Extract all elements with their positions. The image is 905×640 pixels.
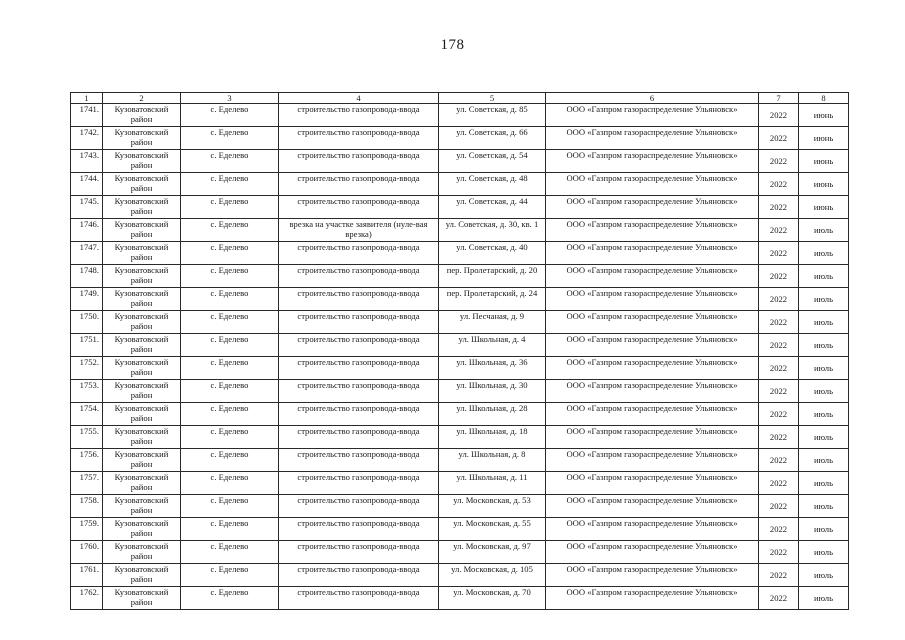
- table-row: [71, 495, 849, 518]
- organization-cell: ООО «Газпром газораспределение Ульяновск»: [546, 127, 759, 150]
- district-cell: [103, 495, 181, 518]
- work-type-cell: строительство газопровода-ввода: [279, 426, 439, 449]
- work-type-cell: строительство газопровода-ввода: [279, 403, 439, 426]
- district-suffix-line: район: [130, 505, 153, 516]
- district-name-line: Кузоватовский: [114, 196, 169, 206]
- district-name-line: Кузоватовский: [114, 242, 169, 252]
- month-cell: июль: [799, 334, 849, 357]
- work-type-cell: строительство газопровода-ввода: [279, 104, 439, 127]
- column-header: 4: [279, 93, 439, 104]
- district-suffix-line: район: [130, 344, 153, 355]
- organization-cell: ООО «Газпром газораспределение Ульяновск»: [546, 196, 759, 219]
- address-cell: ул. Московская, д. 70: [439, 587, 546, 610]
- organization-cell: ООО «Газпром газораспределение Ульяновск»: [546, 150, 759, 173]
- settlement-cell: с. Еделево: [181, 196, 279, 219]
- address-cell: ул. Советская, д. 44: [439, 196, 546, 219]
- district-suffix-line: район: [130, 137, 153, 148]
- address-cell: ул. Школьная, д. 28: [439, 403, 546, 426]
- district-suffix-line: район: [130, 321, 153, 332]
- table-row: [71, 472, 849, 495]
- district-suffix-line: район: [130, 459, 153, 470]
- district-name-line: Кузоватовский: [114, 173, 169, 183]
- settlement-cell: с. Еделево: [181, 288, 279, 311]
- address-cell: ул. Школьная, д. 4: [439, 334, 546, 357]
- month-cell: июль: [799, 288, 849, 311]
- work-type-cell: строительство газопровода-ввода: [279, 472, 439, 495]
- month-cell: июнь: [799, 196, 849, 219]
- district-cell: [103, 265, 181, 288]
- row-number-cell: 1757.: [71, 472, 103, 495]
- district-suffix-line: район: [130, 551, 153, 562]
- district-name-line: Кузоватовский: [114, 518, 169, 528]
- table-row: [71, 265, 849, 288]
- row-number-cell: 1758.: [71, 495, 103, 518]
- district-suffix-line: район: [130, 206, 153, 217]
- page-number: 178: [440, 37, 465, 53]
- month-cell: июль: [799, 472, 849, 495]
- year-cell: 2022: [759, 472, 799, 495]
- column-header: 3: [181, 93, 279, 104]
- district-name-line: Кузоватовский: [114, 104, 169, 114]
- organization-cell: ООО «Газпром газораспределение Ульяновск»: [546, 426, 759, 449]
- year-cell: 2022: [759, 587, 799, 610]
- district-suffix-line: район: [130, 436, 153, 447]
- work-type-cell: врезка на участке заявителя (нуле-вая врезка): [279, 219, 439, 242]
- month-cell: июль: [799, 587, 849, 610]
- gasification-schedule-table: [70, 92, 849, 610]
- district-name-line: Кузоватовский: [114, 288, 169, 298]
- month-cell: июль: [799, 541, 849, 564]
- row-number-cell: 1754.: [71, 403, 103, 426]
- district-cell: [103, 380, 181, 403]
- row-number-cell: 1749.: [71, 288, 103, 311]
- district-name-line: Кузоватовский: [114, 311, 169, 321]
- address-cell: ул. Советская, д. 66: [439, 127, 546, 150]
- organization-cell: ООО «Газпром газораспределение Ульяновск»: [546, 288, 759, 311]
- table-row: [71, 380, 849, 403]
- address-cell: ул. Школьная, д. 30: [439, 380, 546, 403]
- settlement-cell: с. Еделево: [181, 495, 279, 518]
- table-row: [71, 104, 849, 127]
- settlement-cell: с. Еделево: [181, 173, 279, 196]
- district-name-line: Кузоватовский: [114, 265, 169, 275]
- district-cell: [103, 127, 181, 150]
- work-type-cell: строительство газопровода-ввода: [279, 564, 439, 587]
- organization-cell: ООО «Газпром газораспределение Ульяновск»: [546, 380, 759, 403]
- month-cell: июль: [799, 242, 849, 265]
- row-number-cell: 1750.: [71, 311, 103, 334]
- table-row: [71, 449, 849, 472]
- year-cell: 2022: [759, 311, 799, 334]
- year-cell: 2022: [759, 518, 799, 541]
- settlement-cell: с. Еделево: [181, 426, 279, 449]
- district-cell: [103, 449, 181, 472]
- district-name-line: Кузоватовский: [114, 564, 169, 574]
- district-cell: [103, 426, 181, 449]
- month-cell: июль: [799, 357, 849, 380]
- year-cell: 2022: [759, 357, 799, 380]
- district-name-line: Кузоватовский: [114, 380, 169, 390]
- organization-cell: ООО «Газпром газораспределение Ульяновск»: [546, 104, 759, 127]
- organization-cell: ООО «Газпром газораспределение Ульяновск»: [546, 472, 759, 495]
- district-cell: [103, 104, 181, 127]
- district-cell: [103, 403, 181, 426]
- year-cell: 2022: [759, 150, 799, 173]
- year-cell: 2022: [759, 426, 799, 449]
- column-header: 2: [103, 93, 181, 104]
- work-type-cell: строительство газопровода-ввода: [279, 587, 439, 610]
- month-cell: июль: [799, 426, 849, 449]
- settlement-cell: с. Еделево: [181, 357, 279, 380]
- settlement-cell: с. Еделево: [181, 334, 279, 357]
- district-suffix-line: район: [130, 183, 153, 194]
- organization-cell: ООО «Газпром газораспределение Ульяновск»: [546, 587, 759, 610]
- month-cell: июнь: [799, 104, 849, 127]
- table-row: [71, 288, 849, 311]
- month-cell: июль: [799, 403, 849, 426]
- district-suffix-line: район: [130, 229, 153, 240]
- work-type-cell: строительство газопровода-ввода: [279, 495, 439, 518]
- district-suffix-line: район: [130, 413, 153, 424]
- district-cell: [103, 357, 181, 380]
- address-cell: ул. Школьная, д. 36: [439, 357, 546, 380]
- settlement-cell: с. Еделево: [181, 541, 279, 564]
- district-name-line: Кузоватовский: [114, 403, 169, 413]
- work-type-cell: строительство газопровода-ввода: [279, 518, 439, 541]
- month-cell: июнь: [799, 127, 849, 150]
- year-cell: 2022: [759, 541, 799, 564]
- district-cell: [103, 564, 181, 587]
- month-cell: июль: [799, 495, 849, 518]
- district-suffix-line: район: [130, 597, 153, 608]
- year-cell: 2022: [759, 288, 799, 311]
- address-cell: ул. Советская, д. 48: [439, 173, 546, 196]
- organization-cell: ООО «Газпром газораспределение Ульяновск»: [546, 518, 759, 541]
- table-row: [71, 311, 849, 334]
- district-suffix-line: район: [130, 275, 153, 286]
- organization-cell: ООО «Газпром газораспределение Ульяновск»: [546, 173, 759, 196]
- month-cell: июнь: [799, 150, 849, 173]
- district-suffix-line: район: [130, 367, 153, 378]
- district-cell: [103, 587, 181, 610]
- district-cell: [103, 472, 181, 495]
- settlement-cell: с. Еделево: [181, 472, 279, 495]
- row-number-cell: 1745.: [71, 196, 103, 219]
- organization-cell: ООО «Газпром газораспределение Ульяновск»: [546, 403, 759, 426]
- address-cell: ул. Советская, д. 30, кв. 1: [439, 219, 546, 242]
- work-type-cell: строительство газопровода-ввода: [279, 288, 439, 311]
- column-header: 8: [799, 93, 849, 104]
- settlement-cell: с. Еделево: [181, 265, 279, 288]
- district-cell: [103, 219, 181, 242]
- district-cell: [103, 334, 181, 357]
- district-cell: [103, 288, 181, 311]
- district-cell: [103, 242, 181, 265]
- address-cell: пер. Пролетарский, д. 24: [439, 288, 546, 311]
- district-name-line: Кузоватовский: [114, 449, 169, 459]
- settlement-cell: с. Еделево: [181, 127, 279, 150]
- row-number-cell: 1741.: [71, 104, 103, 127]
- column-header: 7: [759, 93, 799, 104]
- work-type-cell: строительство газопровода-ввода: [279, 311, 439, 334]
- district-cell: [103, 196, 181, 219]
- table-row: [71, 426, 849, 449]
- address-cell: ул. Школьная, д. 11: [439, 472, 546, 495]
- organization-cell: ООО «Газпром газораспределение Ульяновск»: [546, 242, 759, 265]
- district-suffix-line: район: [130, 160, 153, 171]
- row-number-cell: 1756.: [71, 449, 103, 472]
- district-name-line: Кузоватовский: [114, 495, 169, 505]
- month-cell: июль: [799, 311, 849, 334]
- document-table-container: [70, 92, 848, 610]
- settlement-cell: с. Еделево: [181, 564, 279, 587]
- district-cell: [103, 311, 181, 334]
- district-name-line: Кузоватовский: [114, 426, 169, 436]
- year-cell: 2022: [759, 564, 799, 587]
- year-cell: 2022: [759, 104, 799, 127]
- year-cell: 2022: [759, 265, 799, 288]
- district-name-line: Кузоватовский: [114, 357, 169, 367]
- row-number-cell: 1743.: [71, 150, 103, 173]
- table-row: [71, 173, 849, 196]
- district-suffix-line: район: [130, 574, 153, 585]
- year-cell: 2022: [759, 196, 799, 219]
- settlement-cell: с. Еделево: [181, 518, 279, 541]
- district-cell: [103, 518, 181, 541]
- district-name-line: Кузоватовский: [114, 150, 169, 160]
- year-cell: 2022: [759, 127, 799, 150]
- organization-cell: ООО «Газпром газораспределение Ульяновск»: [546, 541, 759, 564]
- settlement-cell: с. Еделево: [181, 150, 279, 173]
- month-cell: июль: [799, 380, 849, 403]
- settlement-cell: с. Еделево: [181, 219, 279, 242]
- district-suffix-line: район: [130, 252, 153, 263]
- year-cell: 2022: [759, 242, 799, 265]
- organization-cell: ООО «Газпром газораспределение Ульяновск»: [546, 219, 759, 242]
- work-type-cell: строительство газопровода-ввода: [279, 150, 439, 173]
- row-number-cell: 1742.: [71, 127, 103, 150]
- address-cell: ул. Московская, д. 105: [439, 564, 546, 587]
- organization-cell: ООО «Газпром газораспределение Ульяновск»: [546, 495, 759, 518]
- organization-cell: ООО «Газпром газораспределение Ульяновск»: [546, 334, 759, 357]
- address-cell: ул. Песчаная, д. 9: [439, 311, 546, 334]
- month-cell: июнь: [799, 173, 849, 196]
- district-suffix-line: район: [130, 298, 153, 309]
- work-type-cell: строительство газопровода-ввода: [279, 173, 439, 196]
- month-cell: июль: [799, 449, 849, 472]
- settlement-cell: с. Еделево: [181, 449, 279, 472]
- settlement-cell: с. Еделево: [181, 380, 279, 403]
- row-number-cell: 1761.: [71, 564, 103, 587]
- organization-cell: ООО «Газпром газораспределение Ульяновск»: [546, 311, 759, 334]
- year-cell: 2022: [759, 334, 799, 357]
- table-row: [71, 541, 849, 564]
- settlement-cell: с. Еделево: [181, 587, 279, 610]
- address-cell: ул. Советская, д. 85: [439, 104, 546, 127]
- column-header: 1: [71, 93, 103, 104]
- address-cell: ул. Советская, д. 40: [439, 242, 546, 265]
- work-type-cell: строительство газопровода-ввода: [279, 196, 439, 219]
- district-suffix-line: район: [130, 114, 153, 125]
- work-type-cell: строительство газопровода-ввода: [279, 380, 439, 403]
- address-cell: ул. Школьная, д. 18: [439, 426, 546, 449]
- district-cell: [103, 541, 181, 564]
- table-row: [71, 127, 849, 150]
- district-suffix-line: район: [130, 390, 153, 401]
- year-cell: 2022: [759, 449, 799, 472]
- address-cell: ул. Московская, д. 53: [439, 495, 546, 518]
- row-number-cell: 1746.: [71, 219, 103, 242]
- address-cell: ул. Московская, д. 97: [439, 541, 546, 564]
- district-name-line: Кузоватовский: [114, 334, 169, 344]
- work-type-cell: строительство газопровода-ввода: [279, 541, 439, 564]
- year-cell: 2022: [759, 380, 799, 403]
- row-number-cell: 1744.: [71, 173, 103, 196]
- work-type-cell: строительство газопровода-ввода: [279, 357, 439, 380]
- address-cell: ул. Московская, д. 55: [439, 518, 546, 541]
- table-body: [71, 104, 849, 610]
- table-row: [71, 564, 849, 587]
- column-header: 5: [439, 93, 546, 104]
- district-name-line: Кузоватовский: [114, 219, 169, 229]
- work-type-cell: строительство газопровода-ввода: [279, 334, 439, 357]
- header-row: [71, 93, 849, 104]
- district-name-line: Кузоватовский: [114, 587, 169, 597]
- month-cell: июль: [799, 564, 849, 587]
- year-cell: 2022: [759, 403, 799, 426]
- settlement-cell: с. Еделево: [181, 104, 279, 127]
- row-number-cell: 1751.: [71, 334, 103, 357]
- district-cell: [103, 150, 181, 173]
- address-cell: пер. Пролетарский, д. 20: [439, 265, 546, 288]
- table-row: [71, 357, 849, 380]
- row-number-cell: 1759.: [71, 518, 103, 541]
- year-cell: 2022: [759, 219, 799, 242]
- year-cell: 2022: [759, 495, 799, 518]
- district-cell: [103, 173, 181, 196]
- work-type-cell: строительство газопровода-ввода: [279, 127, 439, 150]
- row-number-cell: 1752.: [71, 357, 103, 380]
- settlement-cell: с. Еделево: [181, 242, 279, 265]
- table-row: [71, 219, 849, 242]
- settlement-cell: с. Еделево: [181, 311, 279, 334]
- row-number-cell: 1747.: [71, 242, 103, 265]
- row-number-cell: 1753.: [71, 380, 103, 403]
- table-row: [71, 150, 849, 173]
- organization-cell: ООО «Газпром газораспределение Ульяновск»: [546, 449, 759, 472]
- district-name-line: Кузоватовский: [114, 127, 169, 137]
- district-name-line: Кузоватовский: [114, 541, 169, 551]
- organization-cell: ООО «Газпром газораспределение Ульяновск»: [546, 564, 759, 587]
- address-cell: ул. Советская, д. 54: [439, 150, 546, 173]
- row-number-cell: 1760.: [71, 541, 103, 564]
- month-cell: июль: [799, 265, 849, 288]
- table-row: [71, 334, 849, 357]
- month-cell: июль: [799, 219, 849, 242]
- row-number-cell: 1755.: [71, 426, 103, 449]
- work-type-cell: строительство газопровода-ввода: [279, 265, 439, 288]
- organization-cell: ООО «Газпром газораспределение Ульяновск»: [546, 357, 759, 380]
- table-row: [71, 403, 849, 426]
- district-suffix-line: район: [130, 528, 153, 539]
- year-cell: 2022: [759, 173, 799, 196]
- district-suffix-line: район: [130, 482, 153, 493]
- table-row: [71, 242, 849, 265]
- column-header: 6: [546, 93, 759, 104]
- table-row: [71, 587, 849, 610]
- district-name-line: Кузоватовский: [114, 472, 169, 482]
- table-row: [71, 518, 849, 541]
- table-row: [71, 196, 849, 219]
- settlement-cell: с. Еделево: [181, 403, 279, 426]
- month-cell: июль: [799, 518, 849, 541]
- row-number-cell: 1762.: [71, 587, 103, 610]
- organization-cell: ООО «Газпром газораспределение Ульяновск»: [546, 265, 759, 288]
- address-cell: ул. Школьная, д. 8: [439, 449, 546, 472]
- work-type-cell: строительство газопровода-ввода: [279, 449, 439, 472]
- row-number-cell: 1748.: [71, 265, 103, 288]
- work-type-cell: строительство газопровода-ввода: [279, 242, 439, 265]
